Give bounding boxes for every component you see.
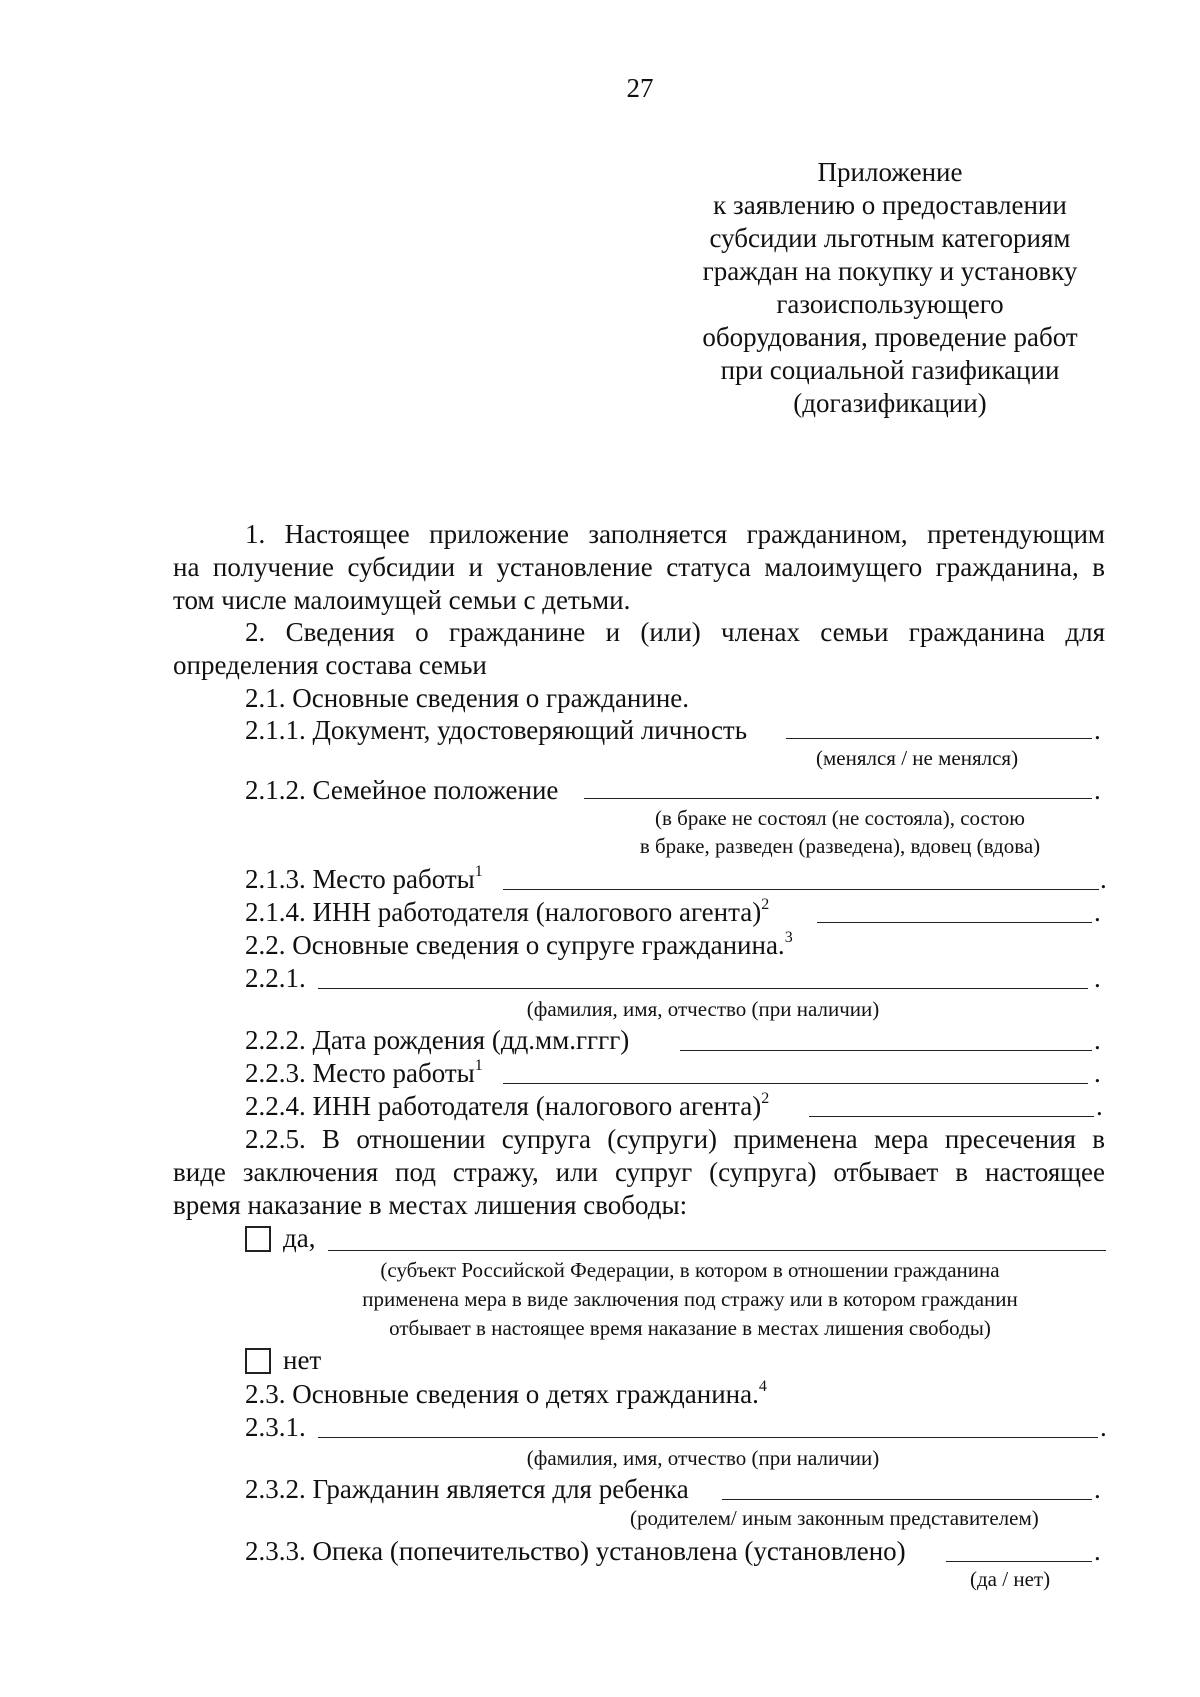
identity-doc-label: 2.1.1. Документ, удостоверяющий личность	[245, 715, 748, 745]
appendix-line: граждан на покупку и установку	[702, 256, 1078, 286]
marital-status-hint: (в браке не состоял (не состояла), состою	[655, 806, 1025, 830]
appendix-line: оборудования, проведение работ	[702, 322, 1078, 352]
no-label: нет	[283, 1345, 322, 1375]
spouse-employer-inn-field[interactable]	[809, 1116, 1094, 1117]
custody-established-label: 2.3.3. Опека (попечительство) установлена (установлено)	[245, 1536, 906, 1566]
period: .	[1094, 715, 1101, 745]
appendix-line: при социальной газификации	[720, 355, 1060, 385]
spouse-workplace-label: 2.2.3. Место работы$^1$	[245, 1057, 483, 1088]
child-name-hint: (фамилия, имя, отчество (при наличии)	[526, 1446, 880, 1470]
section-2-3-title: 2.3. Основные сведения о детях гражданина.$^4$	[245, 1378, 767, 1409]
spouse-name-label: 2.2.1.	[245, 963, 306, 993]
custody-region-field[interactable]	[328, 1250, 1106, 1251]
yes-checkbox[interactable]	[245, 1226, 271, 1252]
spouse-employer-inn-label: 2.2.4. ИНН работодателя (налогового агента)$^2$	[245, 1090, 770, 1121]
employer-inn-field[interactable]	[817, 922, 1092, 923]
period: .	[1094, 1474, 1101, 1504]
paragraph-2-line: 2. Сведения о гражданине и (или) членах семьи гражданина для	[245, 617, 1105, 647]
spouse-birthdate-label: 2.2.2. Дата рождения (дд.мм.гггг)	[245, 1025, 630, 1055]
period: .	[1094, 1536, 1101, 1566]
period: .	[1094, 775, 1101, 805]
yes-label: да,	[283, 1223, 316, 1253]
section-2-2-title: 2.2. Основные сведения о супруге гражданина.$^3$	[245, 929, 793, 960]
spouse-name-hint: (фамилия, имя, отчество (при наличии)	[526, 997, 880, 1021]
appendix-line: субсидии льготным категориям	[709, 223, 1071, 253]
identity-doc-hint: (менялся / не менялся)	[816, 746, 1019, 770]
period: .	[1096, 1091, 1103, 1121]
period: .	[1094, 1025, 1101, 1055]
appendix-line: Приложение	[817, 157, 963, 187]
section-2-1-title: 2.1. Основные сведения о гражданине.	[245, 683, 690, 713]
marital-status-hint: в браке, разведен (разведена), вдовец (вдова)	[639, 834, 1041, 858]
footnote-mark: 4	[758, 1378, 767, 1395]
paragraph-1-line: том числе малоимущей семьи с детьми.	[173, 585, 631, 615]
period: .	[1100, 1412, 1107, 1442]
footnote-mark: 2	[761, 896, 770, 913]
guardian-role-label: 2.3.2. Гражданин является для ребенка	[245, 1474, 689, 1504]
custody-question-line: 2.2.5. В отношении супруга (супруги) применена мера пресечения в	[245, 1124, 1105, 1154]
custody-question-line: виде заключения под стражу, или супруг (супруга) отбывает в настоящее	[173, 1157, 1105, 1187]
guardian-role-field[interactable]	[722, 1499, 1092, 1500]
paragraph-1-line: на получение субсидии и установление статуса малоимущего гражданина, в	[173, 552, 1105, 582]
period: .	[1094, 963, 1101, 993]
spouse-birthdate-field[interactable]	[680, 1050, 1092, 1051]
marital-status-field[interactable]	[584, 798, 1092, 799]
custody-established-field[interactable]	[946, 1561, 1092, 1562]
custody-region-hint: (субъект Российской Федерации, в котором в отношении гражданина	[380, 1258, 1000, 1282]
footnote-mark: 3	[784, 929, 793, 946]
guardian-role-hint: (родителем/ иным законным представителем)	[630, 1506, 1039, 1530]
footnote-mark: 1	[474, 1057, 483, 1074]
spouse-name-field[interactable]	[318, 988, 1088, 989]
footnote-mark: 2	[761, 1090, 770, 1107]
paragraph-2-line: определения состава семьи	[173, 650, 487, 680]
child-name-field[interactable]	[318, 1437, 1098, 1438]
child-name-label: 2.3.1.	[245, 1412, 306, 1442]
appendix-line: к заявлению о предоставлении	[713, 190, 1067, 220]
marital-status-label: 2.1.2. Семейное положение	[245, 775, 559, 805]
footnote-mark: 1	[474, 863, 483, 880]
period: .	[1094, 1058, 1101, 1088]
custody-established-hint: (да / нет)	[970, 1567, 1051, 1591]
period: .	[1094, 897, 1101, 927]
custody-region-hint: отбывает в настоящее время наказание в местах лишения свободы)	[389, 1316, 991, 1340]
appendix-line: газоиспользующего	[776, 289, 1004, 319]
workplace-label: 2.1.3. Место работы$^1$	[245, 863, 483, 894]
employer-inn-label: 2.1.4. ИНН работодателя (налогового агента)$^2$	[245, 896, 770, 927]
custody-region-hint: применена мера в виде заключения под стражу или в котором гражданин	[362, 1287, 1018, 1311]
spouse-workplace-field[interactable]	[503, 1083, 1088, 1084]
no-checkbox[interactable]	[245, 1348, 271, 1374]
paragraph-1-line: 1. Настоящее приложение заполняется гражданином, претендующим	[245, 519, 1105, 549]
period: .	[1100, 864, 1107, 894]
identity-doc-field[interactable]	[786, 738, 1092, 739]
appendix-line: (догазификации)	[793, 388, 987, 418]
workplace-field[interactable]	[503, 889, 1099, 890]
page-number: 27	[626, 73, 654, 103]
custody-question-line: время наказание в местах лишения свободы:	[173, 1190, 688, 1220]
